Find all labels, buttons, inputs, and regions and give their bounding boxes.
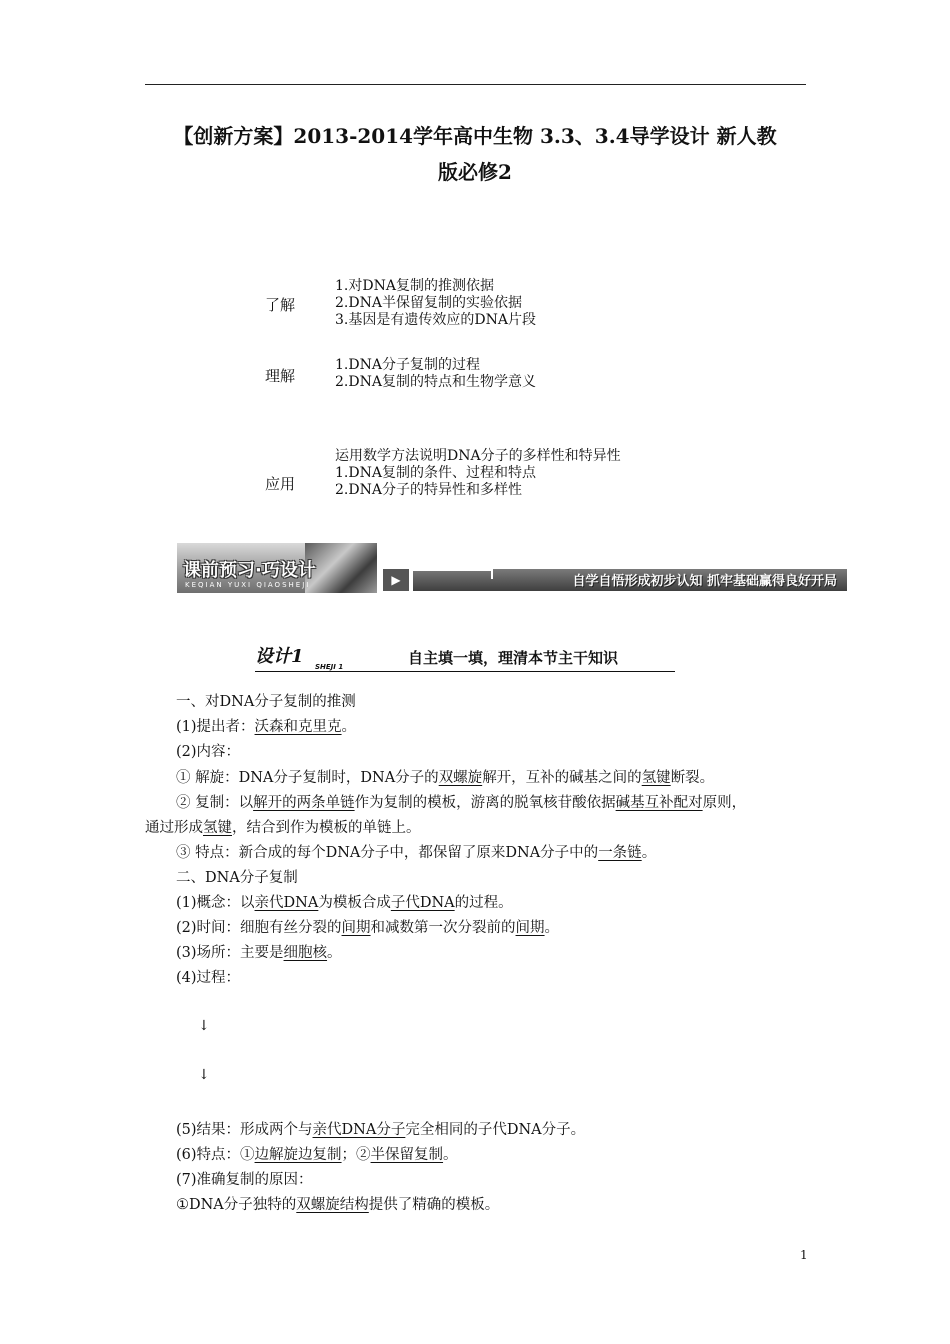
document-title-line1: 【创新方案】2013-2014学年高中生物 3.3、3.4导学设计 新人教 [173, 124, 777, 148]
objective-item: 3.基因是有遗传效应的DNA片段 [335, 312, 536, 328]
objective-item: 1.对DNA复制的推测依据 [335, 278, 494, 294]
answer-blank: 氢键 [641, 770, 671, 786]
content-line: ③ 特点：新合成的每个DNA分子中，都保留了原来DNA分子中的一条链。 [176, 845, 657, 861]
answer-blank: 亲代DNA [254, 895, 319, 911]
design-logo-sub: SHEJI 1 [315, 663, 344, 671]
objective-item: 2.DNA分子的特异性和多样性 [335, 482, 522, 498]
section-heading-rule [255, 671, 675, 672]
objective-item: 1.DNA分子复制的过程 [335, 357, 480, 373]
content-line: ② 复制：以解开的两条单链作为复制的模板，游离的脱氧核苷酸依据碱基互补配对原则， [176, 795, 747, 811]
banner-title: 课前预习·巧设计 [183, 560, 316, 581]
answer-blank: 间期 [515, 920, 545, 936]
answer-blank: 双螺旋 [438, 770, 483, 786]
content-line: (1)概念：以亲代DNA为模板合成子代DNA的过程。 [176, 895, 513, 911]
objective-label-understand: 了解 [265, 296, 296, 314]
content-line: ①DNA分子独特的双螺旋结构提供了精确的模板。 [176, 1197, 500, 1213]
section-banner [177, 543, 847, 593]
section-heading [255, 642, 675, 672]
answer-blank: 间期 [341, 920, 371, 936]
down-arrow-icon: ↓ [198, 1067, 210, 1083]
content-line: (2)时间：细胞有丝分裂的间期和减数第一次分裂前的间期。 [176, 920, 560, 936]
page-number: 1 [800, 1248, 808, 1262]
objective-item: 2.DNA复制的特点和生物学意义 [335, 374, 536, 390]
answer-blank: 解开的两条单链 [253, 795, 355, 811]
section-title-2: 二、DNA分子复制 [176, 870, 298, 886]
banner-bar-step [413, 569, 493, 579]
content-line: (7)准确复制的原因： [176, 1172, 313, 1188]
document-title-line2: 版必修2 [438, 160, 512, 184]
answer-blank: 双螺旋结构 [296, 1197, 369, 1213]
objective-list-apply [335, 448, 621, 499]
banner-pinyin: KEQIAN YUXI QIAOSHEJI [185, 581, 311, 589]
objective-list-understand [335, 278, 536, 329]
section-title-1: 一、对DNA分子复制的推测 [176, 694, 356, 710]
answer-blank: 子代DNA [390, 895, 455, 911]
content-line: (4)过程： [176, 970, 241, 986]
answer-blank: 亲代DNA分子 [312, 1122, 406, 1138]
answer-blank: 沃森和克里克 [254, 719, 342, 735]
answer-blank: 边解旋边复制 [254, 1147, 342, 1163]
objective-item: 2.DNA半保留复制的实验依据 [335, 295, 522, 311]
answer-blank: 细胞核 [283, 945, 328, 961]
answer-blank: 碱基互补配对 [615, 795, 703, 811]
content-line: (6)特点：①边解旋边复制；②半保留复制。 [176, 1147, 458, 1163]
objective-label-comprehend: 理解 [265, 367, 296, 385]
content-line: ① 解旋：DNA分子复制时，DNA分子的双螺旋解开，互补的碱基之间的氢键断裂。 [176, 770, 715, 786]
down-arrow-icon: ↓ [198, 1018, 210, 1034]
play-arrow-icon: ▶ [383, 569, 409, 591]
content-line: (3)场所：主要是细胞核。 [176, 945, 342, 961]
answer-blank: 氢键 [203, 820, 232, 836]
objective-list-comprehend [335, 357, 536, 391]
banner-slogan: 自学自悟形成初步认知 抓牢基础赢得良好开局 [572, 574, 837, 589]
objective-label-apply: 应用 [265, 475, 296, 493]
objective-item: 运用数学方法说明DNA分子的多样性和特异性 [335, 448, 621, 464]
section-heading-text: 自主填一填，理清本节主干知识 [408, 649, 619, 667]
content-line: 通过形成氢键，结合到作为模板的单链上。 [145, 820, 421, 836]
answer-blank: 一条链 [598, 845, 642, 861]
content-line: (2)内容： [176, 744, 241, 760]
objective-item: 1.DNA复制的条件、过程和特点 [335, 465, 536, 481]
content-line: (1)提出者：沃森和克里克。 [176, 719, 357, 735]
header-rule [145, 84, 806, 85]
answer-blank: 半保留复制 [370, 1147, 444, 1163]
design-logo: 设计1 [255, 646, 304, 667]
content-line: (5)结果：形成两个与亲代DNA分子完全相同的子代DNA分子。 [176, 1122, 586, 1138]
